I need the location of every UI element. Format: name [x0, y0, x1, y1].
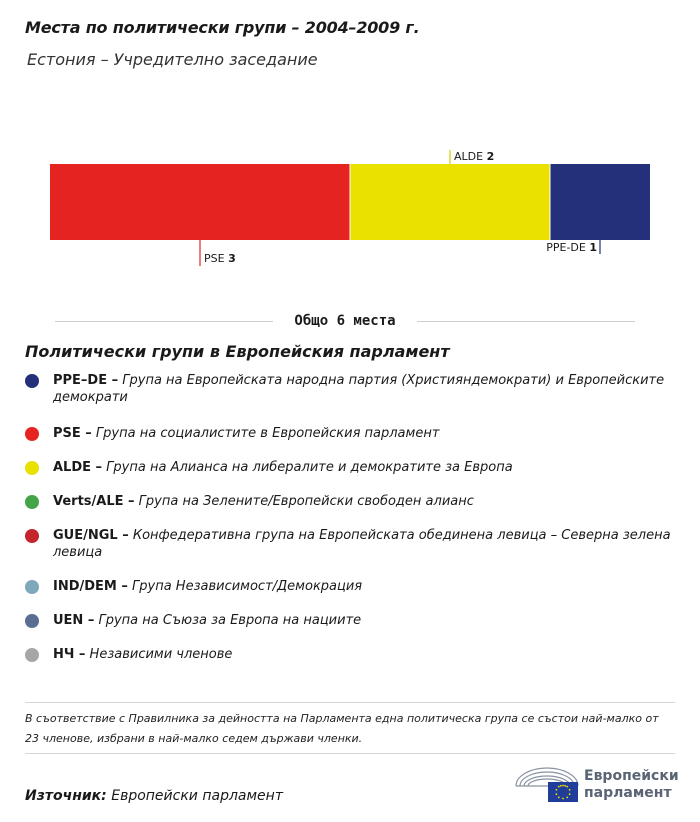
rules-note: В съответствие с Правилника за дейността на Парламента една политическа група се състои най-малко от 23 членове, избрани в най-малко седем държави членки. [25, 712, 659, 745]
legend-abbr: ALDE – [53, 460, 103, 475]
chart-title: Места по политически групи – 2004–2009 г. [25, 18, 420, 37]
svg-text:PSE 3: PSE 3 [204, 252, 236, 265]
svg-text:PPE-DE 1: PPE-DE 1 [546, 241, 597, 254]
legend-color-dot [25, 529, 39, 543]
legend-desc: Група на социалистите в Европейския парламент [91, 426, 440, 441]
legend-abbr: PSE – [53, 426, 92, 441]
legend-item [25, 578, 693, 595]
european-parliament-icon [514, 764, 580, 804]
legend-item [25, 646, 693, 663]
total-seats-row [55, 312, 635, 332]
legend-color-dot [25, 648, 39, 662]
legend-item [25, 493, 693, 510]
legend-abbr: UEN – [53, 613, 95, 628]
legend-item [25, 612, 693, 629]
legend-color-dot [25, 427, 39, 441]
legend-color-dot [25, 461, 39, 475]
legend-item [25, 425, 693, 442]
legend-color-dot [25, 374, 39, 388]
legend-desc: Група на Алианса на либералите и демократите за Европа [102, 460, 513, 475]
legend-item [25, 372, 693, 406]
chart-subtitle: Естония – Учредително заседание [27, 50, 318, 69]
bar-segment-alde [350, 164, 550, 240]
legend-title: Политически групи в Европейския парламент [25, 342, 450, 361]
segment-label-pse [200, 240, 236, 266]
divider-right [417, 321, 635, 322]
legend-desc: Група на Европейската народна партия (Християндемократи) и Европейските демократи [53, 373, 665, 405]
note-divider-bottom [25, 753, 675, 754]
segment-label-alde [450, 150, 494, 164]
note-divider-top [25, 702, 675, 703]
bar-segment-ppe-de [550, 164, 650, 240]
seats-bar-chart [0, 140, 700, 280]
ep-logo [514, 764, 684, 804]
logo-line-1: Европейски [584, 768, 679, 784]
legend-item [25, 527, 693, 561]
legend-desc: Независими членове [85, 647, 233, 662]
legend-abbr: Verts/ALE – [53, 494, 135, 509]
legend-abbr: GUE/NGL – [53, 528, 129, 543]
logo-text [584, 768, 679, 802]
segment-label-ppe-de [546, 240, 600, 254]
svg-text:ALDE 2: ALDE 2 [454, 150, 495, 163]
legend-abbr: НЧ – [53, 647, 86, 662]
legend-desc: Конфедеративна група на Европейската обединена левица – Северна зелена левица [53, 528, 671, 560]
legend-color-dot [25, 614, 39, 628]
legend-color-dot [25, 580, 39, 594]
source-line [25, 788, 283, 804]
source-value: Европейски парламент [106, 788, 283, 804]
total-seats-label: Общо 6 места [294, 313, 396, 329]
source-label: Източник: [25, 788, 107, 804]
legend-desc: Група Независимост/Демокрация [127, 579, 363, 594]
legend-desc: Група на Зелените/Европейски свободен алианс [134, 494, 474, 509]
legend-item [25, 459, 693, 476]
legend-abbr: PPE–DE – [53, 373, 119, 388]
legend-desc: Група на Съюза за Европа на нациите [94, 613, 362, 628]
legend-color-dot [25, 495, 39, 509]
logo-line-2: парламент [584, 785, 672, 801]
legend-abbr: IND/DEM – [53, 579, 128, 594]
bar-segment-pse [50, 164, 350, 240]
